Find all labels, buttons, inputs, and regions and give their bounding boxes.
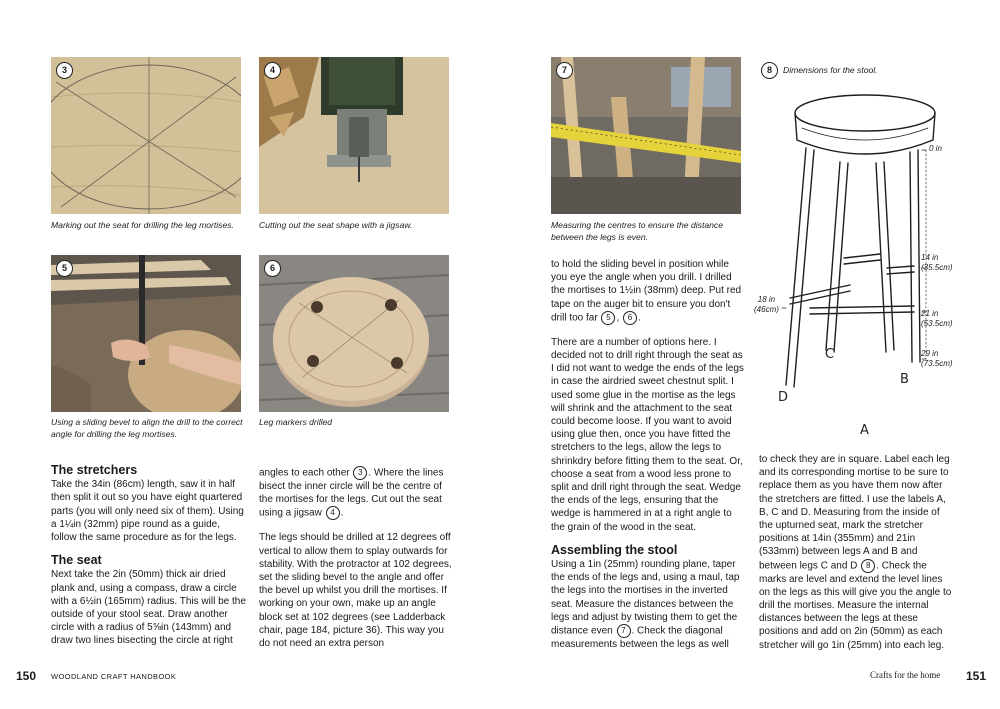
photo-caption: Marking out the seat for drilling the leg mortises.: [51, 220, 234, 230]
text-column-1: [51, 464, 247, 648]
running-title-left: WOODLAND CRAFT HANDBOOK: [51, 672, 177, 681]
page-number-right: 151: [966, 669, 987, 683]
running-title-right: Crafts for the home: [870, 670, 941, 680]
text-column-4: [759, 453, 955, 652]
figure-ref: 5: [601, 311, 615, 325]
heading-stretchers: The stretchers: [51, 463, 138, 477]
photo-legs-drilled: [259, 255, 449, 412]
figure-ref: 8: [861, 559, 875, 573]
dimension-29in: 29 in (73.5cm): [921, 349, 953, 368]
paragraph-bisect: angles to each other 3 . Where the lines bisect the inner circle will be the centre of the mortises for the legs. Cut out the seat using a jigsaw 4 .: [259, 467, 444, 520]
leg-label-c: C: [825, 347, 835, 362]
photo-number-badge: 5: [56, 260, 73, 277]
dimension-21in: 21 in (53.5cm): [921, 309, 953, 328]
photo-caption: Using a sliding bevel to align the drill to the correct angle for drilling the leg mortises.: [51, 417, 243, 439]
photo-drilling-bevel: [51, 255, 241, 412]
paragraph-seat: Next take the 2in (50mm) thick air dried plank and, using a compass, draw a circle with a 6½in (165mm) radius. This will be the outside of your stool seat. Draw another circle with a radius of 5⅝in (143mm) and draw two lines bisecting the circle at right: [51, 569, 246, 647]
heading-seat: The seat: [51, 553, 102, 568]
paragraph-options: There are a number of options here. I decided not to drill right through the seat as I did not want to wedge the ends of the legs in case the airdried sweet chestnut split. I used some glue in the mortise as the legs will shrink and the attachment to the seat could become loose. If you want to avoid using glue then, once you have fitted the stretchers to the legs, allow the legs to shrinkdry before fitting them to the seat. Or, choose a seat from a wood less prone to split and drill right through the seat. Wedge the ends of the legs, ensuring that the wedge is hammered in at a right angle to the grain of the wood in the seat.: [551, 336, 744, 533]
leg-label-b: B: [900, 372, 909, 387]
figure-ref: 4: [326, 506, 340, 520]
photo-number-badge: 4: [264, 62, 281, 79]
figure-ref: 3: [353, 466, 367, 480]
photo-number-badge: 3: [56, 62, 73, 79]
page-number-left: 150: [16, 669, 37, 683]
figure-ref: 7: [617, 624, 631, 638]
leg-label-d: D: [778, 390, 789, 405]
paragraph-assembling: Using a 1in (25mm) rounding plane, taper the ends of the legs and, using a maul, tap the legs into the mortises in the inverted seat. Measure the distances between the legs and adjust by twisting them to get the distance even 7 . Check the diagonal measurements between the legs as well: [551, 559, 740, 651]
diagram-caption: Dimensions for the stool.: [783, 65, 878, 75]
paragraph-legs-angle: The legs should be drilled at 12 degrees off vertical to allow them to splay outwards for stability. With the protractor at 102 degrees, set the sliding bevel to the angle and offer the bevel up whilst you drill the mortises. If working on your own, make up an angle block set at 102 degrees (see Ladderback chair, page 184, picture 36). This way you do not need an extra person: [259, 532, 452, 650]
diagram-number-badge: 8: [761, 62, 778, 79]
photo-caption: Leg markers drilled: [259, 417, 333, 427]
text-column-3: [551, 258, 747, 651]
dimension-18in: 18 in (46cm): [754, 295, 779, 314]
heading-assembling: Assembling the stool: [551, 542, 678, 557]
leg-label-a: A: [860, 423, 869, 438]
text-column-2: [259, 466, 453, 650]
photo-number-badge: 6: [264, 260, 281, 277]
photo-seat-marking: [51, 57, 241, 214]
paragraph-drill-depth: to hold the sliding bevel in position while you eye the angle when you drill. I drilled the mortises to 1½in (38mm) deep. Put red tape on the auger bit to ensure you don't drill too far 5 , 6 .: [551, 259, 742, 324]
photo-measuring-centres: [551, 57, 741, 214]
dimension-0in: 0 in: [929, 144, 942, 153]
photo-caption: Measuring the centres to ensure the distance between the legs is even.: [551, 220, 723, 242]
photo-caption: Cutting out the seat shape with a jigsaw.: [259, 220, 413, 230]
photo-number-badge: 7: [556, 62, 573, 79]
paragraph-stretchers: Take the 34in (86cm) length, saw it in half then split it out so you have eight quartered parts (you will only need six of them). Using a 1¼in (32mm) pipe round as a guide, follow the same procedure as for the legs.: [51, 479, 244, 544]
figure-ref: 6: [623, 311, 637, 325]
dimension-14in: 14 in (35.5cm): [921, 253, 953, 272]
photo-jigsaw: [259, 57, 449, 214]
paragraph-square: to check they are in square. Label each leg and its corresponding mortise to be sure to replace them as you have them now after the stretchers are fitted. I use the labels A, B, C and D. Measuring from the inside of the upturned seat, mark the stretcher positions at 14in (355mm) and 21in (533mm) between legs A and B and between legs C and D 8 . Check the marks are level and extend the level lines on the legs as this will give you the angle to drill the mortises. Measure the internal distances between the legs at these positions and add on 2in (50mm) as each stretcher will go 1in (25mm) into each leg.: [759, 454, 952, 651]
